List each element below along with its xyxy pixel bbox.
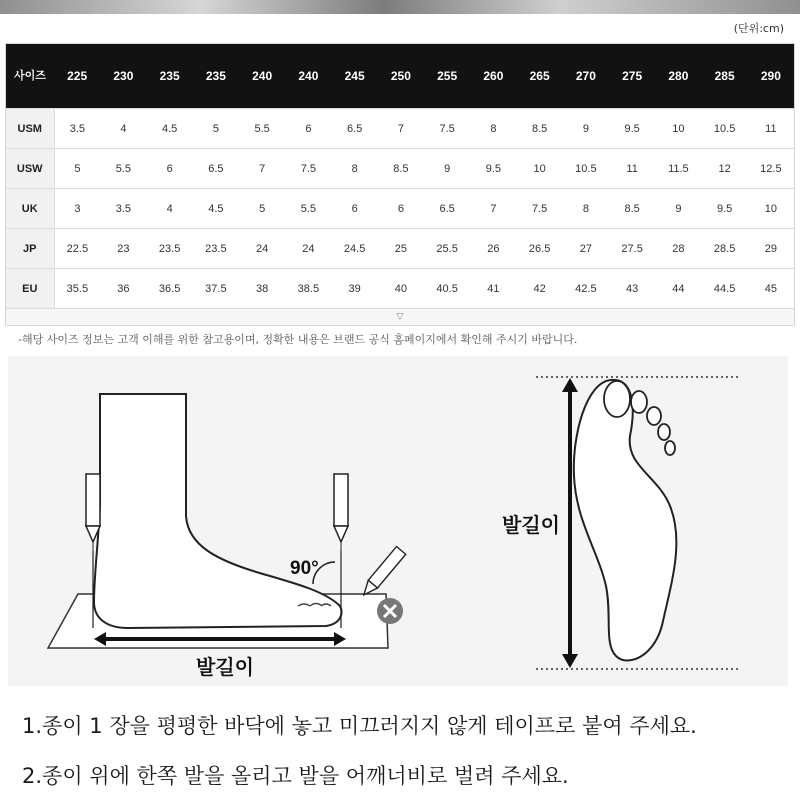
size-cell: 40.5	[424, 269, 470, 309]
size-cell: 23	[100, 229, 146, 269]
size-cell: 27.5	[609, 229, 655, 269]
size-cell: 36.5	[147, 269, 193, 309]
size-row-usw	[6, 149, 794, 189]
size-table-body	[6, 109, 794, 309]
size-table	[6, 44, 794, 308]
size-cell: 5.5	[239, 109, 285, 149]
size-header-cell: 260	[470, 44, 516, 109]
pencil-right-icon	[334, 474, 348, 551]
size-cell: 10	[517, 149, 563, 189]
size-row-uk	[6, 189, 794, 229]
size-cell: 23.5	[147, 229, 193, 269]
size-header-cell: 285	[702, 44, 748, 109]
size-cell: 42.5	[563, 269, 609, 309]
size-cell: 7.5	[285, 149, 331, 189]
length-arrow-sole	[562, 378, 578, 668]
wrong-mark-icon	[377, 598, 403, 624]
size-cell: 9	[424, 149, 470, 189]
size-chart	[5, 43, 795, 326]
size-cell: 6.5	[332, 109, 378, 149]
size-cell: 24.5	[332, 229, 378, 269]
size-cell: 9	[655, 189, 701, 229]
size-cell: 25.5	[424, 229, 470, 269]
sole-length-label: 발길이	[502, 513, 560, 537]
size-cell: 29	[748, 229, 794, 269]
size-cell: 12.5	[748, 149, 794, 189]
size-cell: 24	[239, 229, 285, 269]
size-cell: 4.5	[193, 189, 239, 229]
instruction-step-1: 1.종이 1 장을 평평한 바닥에 놓고 미끄러지지 않게 테이프로 붙여 주세요.	[22, 714, 697, 738]
size-cell: 10.5	[563, 149, 609, 189]
size-cell: 7.5	[424, 109, 470, 149]
size-header-cell: 270	[563, 44, 609, 109]
instruction-step-2: 2.종이 위에 한쪽 발을 올리고 발을 어깨너비로 벌려 주세요.	[22, 764, 569, 788]
size-note: -해당 사이즈 정보는 고객 이해를 위한 참고용이며, 정확한 내용은 브랜드 공식 홈페이지에서 확인해 주시기 바랍니다.	[18, 333, 578, 346]
size-cell: 25	[378, 229, 424, 269]
size-cell: 4	[147, 189, 193, 229]
size-header-cell: 255	[424, 44, 470, 109]
size-cell: 10.5	[702, 109, 748, 149]
size-cell: 24	[285, 229, 331, 269]
product-photo-strip	[0, 0, 800, 14]
size-header-cell: 235	[193, 44, 239, 109]
size-cell: 22.5	[54, 229, 100, 269]
size-header-cell: 250	[378, 44, 424, 109]
size-header-cell: 240	[239, 44, 285, 109]
size-header-cell: 265	[517, 44, 563, 109]
size-cell: 6	[147, 149, 193, 189]
size-header-row	[6, 44, 794, 109]
size-cell: 7	[470, 189, 516, 229]
size-cell: 9.5	[470, 149, 516, 189]
size-cell: 26.5	[517, 229, 563, 269]
size-cell: 12	[702, 149, 748, 189]
size-cell: 28.5	[702, 229, 748, 269]
size-cell: 38	[239, 269, 285, 309]
row-label: EU	[6, 269, 54, 309]
size-header-cell: 245	[332, 44, 378, 109]
size-header-cell: 235	[147, 44, 193, 109]
size-cell: 5	[193, 109, 239, 149]
size-cell: 5.5	[285, 189, 331, 229]
size-header-cell: 230	[100, 44, 146, 109]
size-cell: 10	[748, 189, 794, 229]
size-cell: 6.5	[193, 149, 239, 189]
size-cell: 11	[609, 149, 655, 189]
size-cell: 44.5	[702, 269, 748, 309]
size-header-cell: 290	[748, 44, 794, 109]
size-cell: 38.5	[285, 269, 331, 309]
size-cell: 4.5	[147, 109, 193, 149]
size-cell: 8	[332, 149, 378, 189]
size-cell: 8	[470, 109, 516, 149]
side-length-label: 발길이	[196, 655, 254, 679]
size-cell: 3.5	[100, 189, 146, 229]
size-cell: 3.5	[54, 109, 100, 149]
tilted-pencil-icon	[359, 547, 405, 599]
expand-table-button[interactable]	[6, 308, 794, 325]
size-cell: 6	[332, 189, 378, 229]
size-cell: 9.5	[609, 109, 655, 149]
corner-label: 사이즈	[6, 44, 54, 109]
size-cell: 6	[378, 189, 424, 229]
size-cell: 4	[100, 109, 146, 149]
foot-sole-icon	[574, 380, 677, 661]
row-label: USW	[6, 149, 54, 189]
foot-measure-illustration	[8, 356, 788, 686]
size-cell: 6	[285, 109, 331, 149]
size-cell: 41	[470, 269, 516, 309]
size-cell: 7.5	[517, 189, 563, 229]
size-header-cell: 280	[655, 44, 701, 109]
size-header-cell: 275	[609, 44, 655, 109]
size-cell: 11	[748, 109, 794, 149]
size-cell: 5	[239, 189, 285, 229]
size-cell: 3	[54, 189, 100, 229]
size-row-usm	[6, 109, 794, 149]
row-label: UK	[6, 189, 54, 229]
size-cell: 8.5	[378, 149, 424, 189]
size-cell: 39	[332, 269, 378, 309]
size-row-jp	[6, 229, 794, 269]
size-cell: 8.5	[517, 109, 563, 149]
chevron-down-icon: ▽	[396, 312, 404, 322]
size-cell: 7	[378, 109, 424, 149]
angle-label: 90°	[290, 558, 319, 579]
size-header-cell: 225	[54, 44, 100, 109]
size-cell: 7	[239, 149, 285, 189]
size-cell: 10	[655, 109, 701, 149]
size-cell: 8.5	[609, 189, 655, 229]
size-cell: 5.5	[100, 149, 146, 189]
size-cell: 42	[517, 269, 563, 309]
foot-measure-diagram	[8, 356, 788, 686]
size-cell: 11.5	[655, 149, 701, 189]
row-label: JP	[6, 229, 54, 269]
size-cell: 44	[655, 269, 701, 309]
foot-side-icon	[94, 394, 341, 628]
size-cell: 28	[655, 229, 701, 269]
size-cell: 35.5	[54, 269, 100, 309]
size-header-cell: 240	[285, 44, 331, 109]
size-cell: 5	[54, 149, 100, 189]
size-row-eu	[6, 269, 794, 309]
size-cell: 9.5	[702, 189, 748, 229]
size-cell: 37.5	[193, 269, 239, 309]
size-cell: 26	[470, 229, 516, 269]
size-cell: 40	[378, 269, 424, 309]
size-cell: 27	[563, 229, 609, 269]
row-label: USM	[6, 109, 54, 149]
size-cell: 8	[563, 189, 609, 229]
size-cell: 9	[563, 109, 609, 149]
size-cell: 23.5	[193, 229, 239, 269]
size-cell: 6.5	[424, 189, 470, 229]
size-cell: 43	[609, 269, 655, 309]
size-cell: 36	[100, 269, 146, 309]
size-cell: 45	[748, 269, 794, 309]
unit-label: (단위:cm)	[733, 22, 784, 35]
